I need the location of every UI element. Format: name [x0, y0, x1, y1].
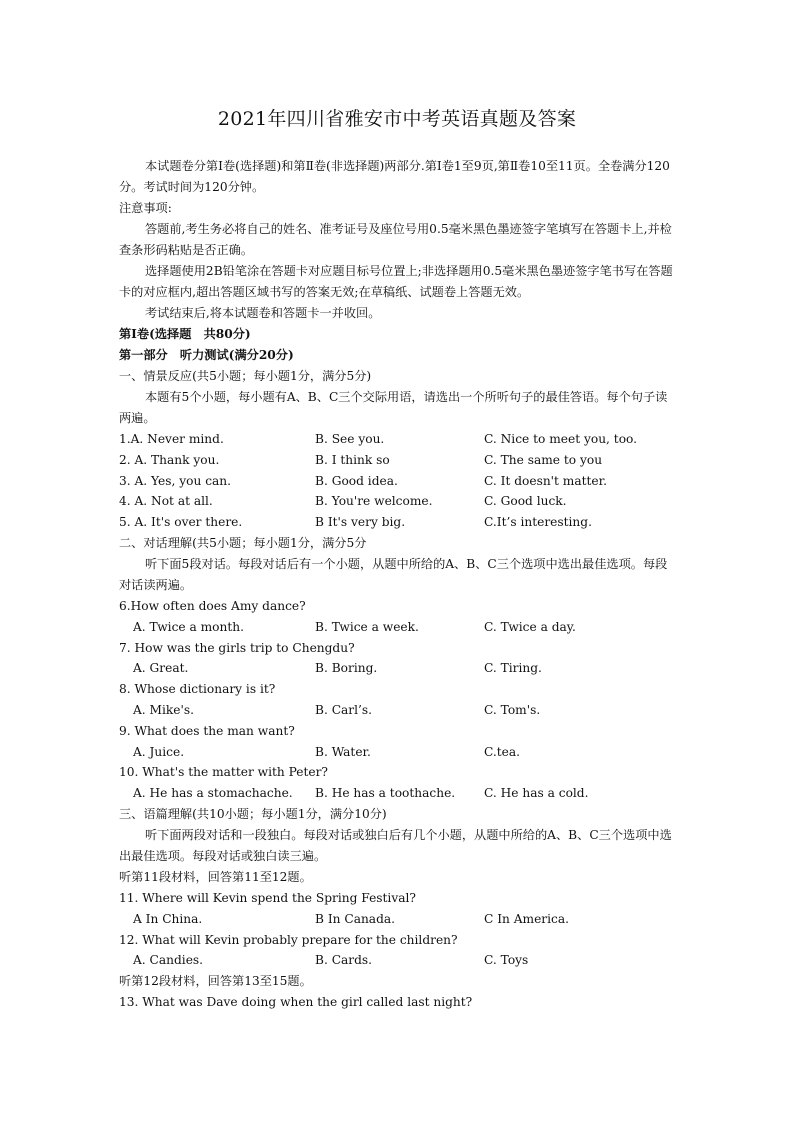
answer-options [119, 950, 679, 971]
option-a: A. Juice. [133, 744, 185, 759]
option-a: 5. A. It's over there. [119, 515, 243, 530]
page-title: 2021年四川省雅安市中考英语真题及答案 [217, 108, 577, 130]
question-stem: 8. Whose dictionary is it? [119, 682, 276, 697]
option-b: B. Water. [315, 744, 371, 759]
option-a: 2. A. Thank you. [119, 452, 220, 467]
option-c: C In America. [484, 911, 569, 926]
option-c: C.tea. [484, 744, 521, 759]
question-row [119, 491, 679, 512]
section2-instructions: 听下面5段对话。每段对话后有一个小题，从题中所给的A、B、C三个选项中选出最佳选项。每段对话读两遍。 [119, 556, 668, 592]
option-b: B. Carl’s. [315, 702, 373, 717]
option-b: B. Cards. [315, 953, 373, 968]
option-a: A. Great. [133, 661, 189, 676]
question-stem: 12. What will Kevin probably prepare for the children? [119, 932, 458, 947]
answer-options [119, 742, 679, 763]
option-b: B. Boring. [315, 661, 378, 676]
section1-items [119, 429, 679, 533]
option-a: 3. A. Yes, you can. [119, 473, 232, 488]
answer-options [119, 783, 679, 804]
question-row [119, 471, 679, 492]
intro-paragraph-3: 选择题使用2B铅笔涂在答题卡对应题目标号位置上;非选择题用0.5毫米黑色墨迹签字笔书写在答题卡的对应框内,超出答题区域书写的答案无效;在草稿纸、试题卷上答题无效。 [119, 264, 673, 299]
question-stem: 7. How was the girls trip to Chengdu? [119, 640, 355, 655]
volume-heading: 第Ⅰ卷(选择题 共80分) [119, 327, 251, 341]
option-a: 1.A. Never mind. [119, 432, 224, 446]
section1-heading: 一、情景反应(共5小题；每小题1分，满分5分) [119, 369, 372, 383]
option-c: C. He has a cold. [484, 786, 589, 801]
option-c: C. The same to you [484, 452, 603, 467]
section3-heading: 三、语篇理解(共10小题；每小题1分，满分10分) [119, 806, 387, 821]
answer-options [119, 909, 679, 930]
question-stem: 13. What was Dave doing when the girl called last night? [119, 995, 473, 1010]
question-stem: 11. Where will Kevin spend the Spring Festival? [119, 890, 416, 905]
intro-paragraph-2: 答题前,考生务必将自己的姓名、准考证号及座位号用0.5毫米黑色墨迹签字笔填写在答题卡上,并检查条形码粘贴是否正确。 [119, 222, 672, 257]
option-a: A. He has a stomachache. [133, 786, 293, 801]
answer-options [119, 700, 679, 721]
option-c: C. Tiring. [484, 661, 542, 676]
question-row [119, 512, 679, 533]
section3-items [119, 888, 679, 971]
section2-heading: 二、对话理解(共5小题；每小题1分，满分5分 [119, 535, 367, 550]
question-stem: 6.How often does Amy dance? [119, 598, 306, 613]
material-note: 听第11段材料，回答第11至12题。 [119, 869, 312, 884]
option-b: B. I think so [315, 452, 390, 467]
section2-items [119, 596, 679, 804]
section3-instructions: 听下面两段对话和一段独白。每段对话或独白后有几个小题，从题中所给的A、B、C三个选项中选出最佳选项。每段对话或独白读三遍。 [119, 827, 672, 863]
option-a: A. Candies. [133, 953, 204, 968]
option-c: C.It’s interesting. [484, 515, 592, 530]
option-c: C. Tom's. [484, 702, 541, 717]
option-c: C. Twice a day. [484, 619, 576, 634]
part-heading: 第一部分 听力测试(满分20分) [119, 348, 294, 362]
option-a: A In China. [133, 911, 203, 926]
answer-options [119, 617, 679, 638]
option-a: A. Twice a month. [133, 619, 244, 634]
option-a: A. Mike's. [133, 702, 195, 717]
intro-paragraph-1: 本试题卷分第Ⅰ卷(选择题)和第Ⅱ卷(非选择题)两部分.第Ⅰ卷1至9页,第Ⅱ卷10至11页。全卷满分120分。考试时间为120分钟。 [119, 159, 670, 194]
question-row [119, 429, 679, 450]
option-b: B In Canada. [315, 911, 396, 926]
answer-options [119, 658, 679, 679]
notice-label: 注意事项: [119, 201, 172, 215]
option-c: C. It doesn't matter. [484, 473, 607, 488]
question-stem: 10. What's the matter with Peter? [119, 765, 328, 780]
option-b: B. You're welcome. [315, 494, 433, 509]
option-b: B. He has a toothache. [315, 786, 456, 801]
option-b: B It's very big. [315, 515, 406, 530]
question-stem: 9. What does the man want? [119, 723, 295, 738]
option-c: C. Toys [484, 953, 529, 968]
exam-content [119, 156, 679, 1013]
option-b: B. Good idea. [315, 473, 398, 488]
option-b: B. See you. [315, 432, 385, 446]
option-a: 4. A. Not at all. [119, 494, 213, 509]
option-c: C. Nice to meet you, too. [484, 432, 638, 446]
intro-paragraph-4: 考试结束后,将本试题卷和答题卡一并收回。 [145, 306, 381, 320]
material-note: 听第12段材料，回答第13至15题。 [119, 974, 312, 989]
option-b: B. Twice a week. [315, 619, 419, 634]
question-row [119, 450, 679, 471]
option-c: C. Good luck. [484, 494, 567, 509]
section1-instructions: 本题有5个小题，每小题有A、B、C三个交际用语，请选出一个所听句子的最佳答语。每个句子读两遍。 [119, 390, 668, 425]
